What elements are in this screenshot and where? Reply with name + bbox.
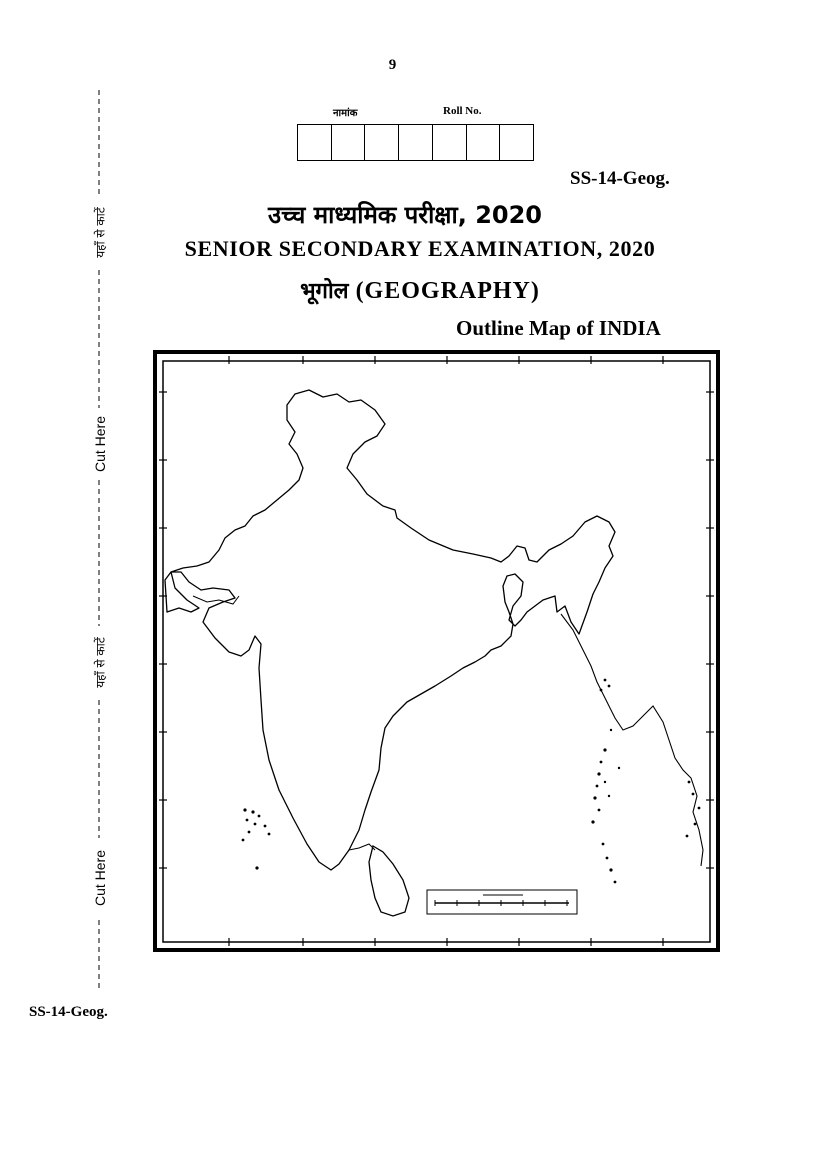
page-number: 9 xyxy=(388,57,397,73)
subject-english: (GEOGRAPHY) xyxy=(355,278,540,304)
cut-strip xyxy=(86,90,114,990)
roll-cell[interactable] xyxy=(467,125,501,160)
roll-cell[interactable] xyxy=(500,125,533,160)
exam-title-english: SENIOR SECONDARY EXAMINATION, 2020 xyxy=(184,236,656,261)
myanmar-coast-outline xyxy=(561,614,703,866)
adams-bridge xyxy=(349,844,375,850)
lakshadweep-islands xyxy=(242,808,271,869)
roll-cell[interactable] xyxy=(365,125,399,160)
coastal-islands-east xyxy=(600,679,701,838)
roll-label-hindi: नामांक xyxy=(333,108,358,119)
map-outer-border xyxy=(155,352,718,950)
subject-title xyxy=(0,275,827,305)
roll-cell[interactable] xyxy=(298,125,332,160)
cut-here-label: Cut Here xyxy=(92,849,108,907)
roll-number-grid[interactable] xyxy=(297,124,534,161)
map-scale-bar xyxy=(427,890,577,914)
kutch-coast-detail xyxy=(193,596,239,604)
cut-here-label: Cut Here xyxy=(92,415,108,473)
roll-cell[interactable] xyxy=(332,125,366,160)
roll-number-labels xyxy=(297,105,534,121)
roll-cell[interactable] xyxy=(399,125,433,160)
map-title: Outline Map of INDIA xyxy=(456,316,661,340)
map-inner-border xyxy=(163,361,710,942)
roll-label-english: Roll No. xyxy=(443,105,482,117)
outline-map xyxy=(153,350,720,952)
map-grid-ticks xyxy=(159,356,714,946)
subject-hindi: भूगोल xyxy=(300,279,349,304)
andaman-nicobar-islands xyxy=(591,729,620,884)
roll-cell[interactable] xyxy=(433,125,467,160)
cut-here-hindi-label: यहाँ से काटें xyxy=(93,207,108,258)
paper-code-top: SS-14-Geog. xyxy=(570,168,670,189)
exam-title-hindi: उच्च माध्यमिक परीक्षा, 2020 xyxy=(267,201,543,229)
india-mainland-outline xyxy=(165,390,615,870)
cut-here-hindi-label: यहाँ से काटें xyxy=(93,637,108,688)
sri-lanka-outline xyxy=(369,846,409,916)
paper-code-bottom: SS-14-Geog. xyxy=(29,1004,108,1020)
